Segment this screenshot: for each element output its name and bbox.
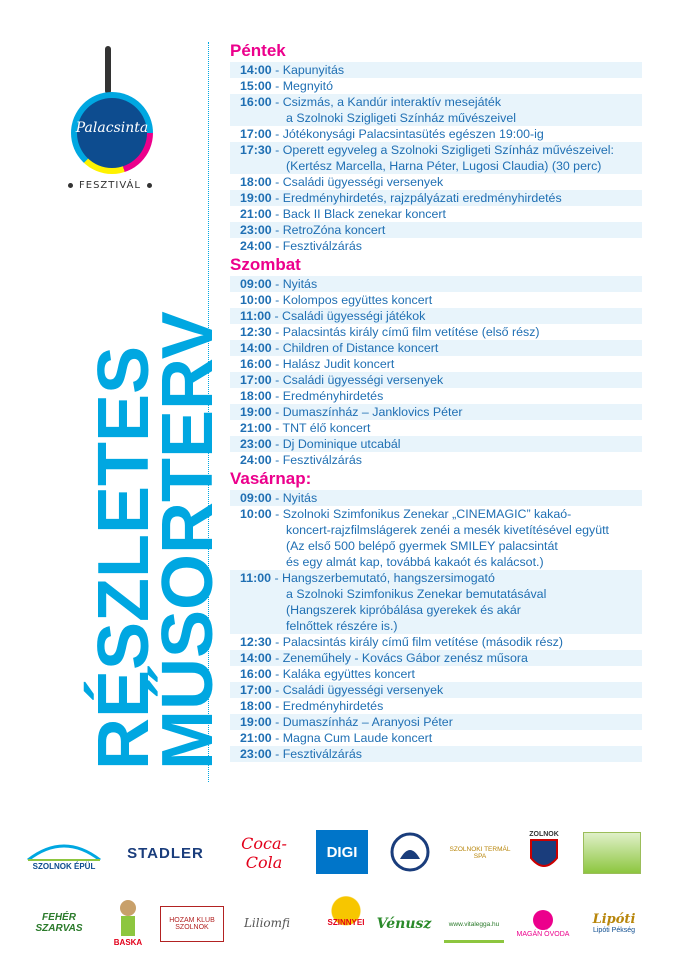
- schedule-text: Palacsintás király című film vetítése (második rész): [282, 635, 563, 649]
- title-line-1: RÉSZLETES: [84, 345, 164, 770]
- schedule-row: 17:30 - Operett egyveleg a Szolnoki Szigligeti Színház művészeivel: (Kertész Marcella, Harna Péter, Lugosi Claudia) (30 perc): [230, 142, 642, 174]
- schedule-text: Nyitás: [282, 277, 318, 291]
- schedule-text: Palacsintás király című film vetítése (első rész): [282, 325, 540, 339]
- schedule-text: Családi ügyességi versenyek: [282, 683, 444, 697]
- logo-brand: Palacsinta: [75, 120, 149, 136]
- bridge-icon: [24, 838, 104, 862]
- schedule-row: 16:00 - Csizmás, a Kandúr interaktív mesejáték a Szolnoki Szigligeti Színház művészeivel: [230, 94, 642, 126]
- schedule-text: Eredményhirdetés: [282, 699, 384, 713]
- schedule-row: 10:00 - Kolompos együttes koncert: [240, 293, 433, 307]
- schedule-row: 17:00 - Jótékonysági Palacsintasütés egészen 19:00-ig: [240, 127, 544, 141]
- schedule-time: 09:00: [240, 491, 272, 505]
- schedule-text: RetroZóna koncert: [282, 223, 386, 237]
- schedule-text: Eredményhirdetés, rajzpályázati eredményhirdetés: [282, 191, 562, 205]
- schedule-row: 09:00 - Nyitás: [230, 276, 642, 292]
- schedule-text: (Hangszerek kipróbálása gyerekek és akár: [286, 603, 521, 617]
- schedule-text: Magna Cum Laude koncert: [282, 731, 433, 745]
- schedule-time: 18:00: [240, 389, 272, 403]
- schedule-row: 15:00 - Megnyitó: [240, 79, 333, 93]
- schedule-text: a Szolnoki Szigligeti Színház művészeivel: [286, 111, 517, 125]
- schedule-time: 14:00: [240, 341, 272, 355]
- schedule-text: Szolnoki Szimfonikus Zenekar „CINEMAGIC” kakaó-: [282, 507, 572, 521]
- schedule-text: Dj Dominique utcabál: [282, 437, 401, 451]
- schedule-row: 21:00 - Back II Black zenekar koncert: [240, 207, 446, 221]
- schedule-time: 10:00: [240, 507, 272, 521]
- sponsor-strip: [0, 820, 676, 960]
- sponsor-magan-ovoda: MAGÁN ÓVODA: [510, 900, 576, 946]
- schedule-time: 21:00: [240, 731, 272, 745]
- schedule-row: 09:00 - Nyitás: [230, 490, 642, 506]
- schedule-text: (Kertész Marcella, Harna Péter, Lugosi Claudia) (30 perc): [286, 159, 602, 173]
- schedule-text: Családi ügyességi versenyek: [282, 175, 444, 189]
- schedule-time: 12:30: [240, 325, 272, 339]
- flower-icon: [532, 909, 554, 931]
- schedule-text: TNT élő koncert: [282, 421, 371, 435]
- coat-of-arms-icon: [529, 838, 559, 874]
- schedule-text: Fesztiválzárás: [282, 453, 362, 467]
- schedule-row: 12:30 - Palacsintás király című film vetítése (első rész): [240, 325, 540, 339]
- schedule-row: 18:00 - Eredményhirdetés: [240, 389, 384, 403]
- schedule-text: Kapunyitás: [282, 63, 345, 77]
- schedule-time: 16:00: [240, 357, 272, 371]
- schedule-time: 17:30: [240, 143, 272, 157]
- sponsor-feherszarvas: FEHÉR SZARVAS: [35, 912, 83, 934]
- sponsor-szolnok-epul: SZOLNOK ÉPÜL: [20, 830, 108, 878]
- schedule-text: Fesztiválzárás: [282, 239, 362, 253]
- schedule-row: 19:00 - Dumaszínház – Aranyosi Péter: [230, 714, 642, 730]
- schedule-text: Kaláka együttes koncert: [282, 667, 415, 681]
- sponsor-vitalegga: www.vitalegga.hu: [444, 908, 504, 943]
- schedule-text: Megnyitó: [282, 79, 333, 93]
- schedule-text: a Szolnoki Szimfonikus Zenekar bemutatásával: [286, 587, 547, 601]
- schedule-time: 23:00: [240, 223, 272, 237]
- schedule-text: Back II Black zenekar koncert: [282, 207, 446, 221]
- schedule-row: 23:00 - Fesztiválzárás: [230, 746, 642, 762]
- sponsor-digi: DIGI: [316, 830, 368, 874]
- dotted-separator: [208, 42, 209, 782]
- logo-stem: [105, 46, 111, 94]
- schedule-time: 24:00: [240, 239, 272, 253]
- schedule-time: 24:00: [240, 453, 272, 467]
- sponsor-hozam: HOZAM KLUB SZOLNOK: [160, 906, 224, 942]
- schedule-row: 12:30 - Palacsintás király című film vetítése (második rész): [240, 635, 563, 649]
- schedule-time: 23:00: [240, 747, 272, 761]
- schedule-row: 24:00 - Fesztiválzárás: [240, 453, 362, 467]
- schedule-text: Nyitás: [282, 491, 318, 505]
- schedule-time: 09:00: [240, 277, 272, 291]
- logo-subtitle: FESZTIVÁL: [55, 180, 165, 191]
- schedule-text: felnőttek részére is.): [286, 619, 398, 633]
- mascot-icon: [116, 898, 140, 938]
- schedule-time: 10:00: [240, 293, 272, 307]
- schedule-text: (Az első 500 belépő gyermek SMILEY palacsintát: [286, 539, 558, 553]
- schedule-text: Children of Distance koncert: [282, 341, 439, 355]
- sponsor-landscape-logo: [583, 832, 641, 874]
- day-heading: Vasárnap:: [230, 469, 312, 488]
- swan-icon: [388, 831, 432, 873]
- schedule-time: 17:00: [240, 127, 272, 141]
- schedule-row: 19:00 - Dumaszínház – Janklovics Péter: [230, 404, 642, 420]
- schedule-row: 11:00 - Hangszerbemutató, hangszersimogató a Szolnoki Szimfonikus Zenekar bemutatásával (Hangszerek kipróbálása gyerekek és akár felnőttek részére is.): [230, 570, 642, 634]
- schedule-time: 19:00: [240, 715, 272, 729]
- schedule-row: 16:00 - Halász Judit koncert: [240, 357, 395, 371]
- schedule-row: 21:00 - TNT élő koncert: [240, 421, 371, 435]
- schedule-time: 19:00: [240, 405, 272, 419]
- schedule-text: Jótékonysági Palacsintasütés egészen 19:00-ig: [282, 127, 544, 141]
- schedule-text: Zeneműhely - Kovács Gábor zenész műsora: [282, 651, 528, 665]
- schedule-text: koncert-rajzfilmslágerek zenéi a mesék kivetítésével együtt: [286, 523, 609, 537]
- schedule-text: Családi ügyességi versenyek: [282, 373, 444, 387]
- schedule-text: Csizmás, a Kandúr interaktív mesejáték: [282, 95, 502, 109]
- sponsor-cocacola: Coca-Cola: [241, 834, 287, 872]
- schedule-row: 14:00 - Zeneműhely - Kovács Gábor zenész műsora: [230, 650, 642, 666]
- page-title: [84, 311, 228, 770]
- schedule-text: Hangszerbemutató, hangszersimogató: [282, 571, 495, 585]
- title-line-2: MŰSORTERV: [148, 311, 228, 770]
- schedule-time: 15:00: [240, 79, 272, 93]
- schedule-time: 12:30: [240, 635, 272, 649]
- schedule-time: 14:00: [240, 63, 272, 77]
- schedule-row: 14:00 - Kapunyitás: [230, 62, 642, 78]
- schedule-row: 14:00 - Children of Distance koncert: [230, 340, 642, 356]
- schedule-text: Halász Judit koncert: [282, 357, 395, 371]
- schedule-row: 18:00 - Családi ügyességi versenyek: [240, 175, 444, 189]
- day-heading: Szombat: [230, 255, 301, 274]
- schedule-time: 21:00: [240, 421, 272, 435]
- sponsor-thermal: SZOLNOKI TERMÁL SPA: [449, 846, 511, 860]
- schedule-row: 23:00 - Dj Dominique utcabál: [230, 436, 642, 452]
- sponsor-szinnyei: SZINNYEI: [326, 894, 366, 950]
- schedule-text: Fesztiválzárás: [282, 747, 362, 761]
- schedule-time: 16:00: [240, 95, 272, 109]
- sponsor-baska: BASKA: [110, 892, 146, 952]
- schedule-row: 10:00 - Szolnoki Szimfonikus Zenekar „CINEMAGIC” kakaó- koncert-rajzfilmslágerek zenéi a mesék kivetítésével együtt (Az első 500 belépő gyermek SMILEY palacsintát és egy almát kap, továbbá kakaót és kalácsot.): [230, 506, 642, 570]
- schedule-text: Kolompos együttes koncert: [282, 293, 433, 307]
- schedule-row: 24:00 - Fesztiválzárás: [240, 239, 362, 253]
- schedule-time: 17:00: [240, 683, 272, 697]
- sponsor-liliomfi: Liliomfi: [243, 916, 291, 930]
- schedule-time: 14:00: [240, 651, 272, 665]
- sponsor-lipoti: Lipóti Lipóti Pékség: [592, 912, 636, 934]
- schedule-time: 23:00: [240, 437, 272, 451]
- schedule-text: Operett egyveleg a Szolnoki Szigligeti Színház művészeivel:: [282, 143, 614, 157]
- schedule-text: Dumaszínház – Aranyosi Péter: [282, 715, 453, 729]
- schedule-row: 23:00 - RetroZóna koncert: [230, 222, 642, 238]
- schedule-row: 17:00 - Családi ügyességi versenyek: [230, 682, 642, 698]
- schedule-time: 21:00: [240, 207, 272, 221]
- schedule-row: 19:00 - Eredményhirdetés, rajzpályázati eredményhirdetés: [230, 190, 642, 206]
- sponsor-venusz: Vénusz: [376, 916, 432, 932]
- schedule-time: 18:00: [240, 175, 272, 189]
- sponsor-stadler: STADLER: [127, 844, 204, 862]
- schedule-text: Eredményhirdetés: [282, 389, 384, 403]
- festival-logo: [55, 40, 165, 195]
- schedule-row: 11:00 - Családi ügyességi játékok: [230, 308, 642, 324]
- schedule-time: 17:00: [240, 373, 272, 387]
- schedule-row: 21:00 - Magna Cum Laude koncert: [240, 731, 433, 745]
- schedule-time: 16:00: [240, 667, 272, 681]
- sponsor-swan-logo: [385, 830, 435, 874]
- schedule-text: Dumaszínház – Janklovics Péter: [282, 405, 463, 419]
- schedule-time: 11:00: [240, 571, 272, 585]
- sponsor-zolnok: ZOLNOK: [524, 826, 564, 878]
- schedule-time: 19:00: [240, 191, 272, 205]
- schedule-text: és egy almát kap, továbbá kakaót és kalácsot.): [286, 555, 544, 569]
- schedule-time: 11:00: [240, 309, 272, 323]
- schedule-row: 16:00 - Kaláka együttes koncert: [240, 667, 415, 681]
- schedule-text: Családi ügyességi játékok: [282, 309, 426, 323]
- schedule: [230, 40, 642, 762]
- schedule-row: 18:00 - Eredményhirdetés: [240, 699, 384, 713]
- day-heading: Péntek: [230, 41, 286, 60]
- schedule-row: 17:00 - Családi ügyességi versenyek: [230, 372, 642, 388]
- schedule-time: 18:00: [240, 699, 272, 713]
